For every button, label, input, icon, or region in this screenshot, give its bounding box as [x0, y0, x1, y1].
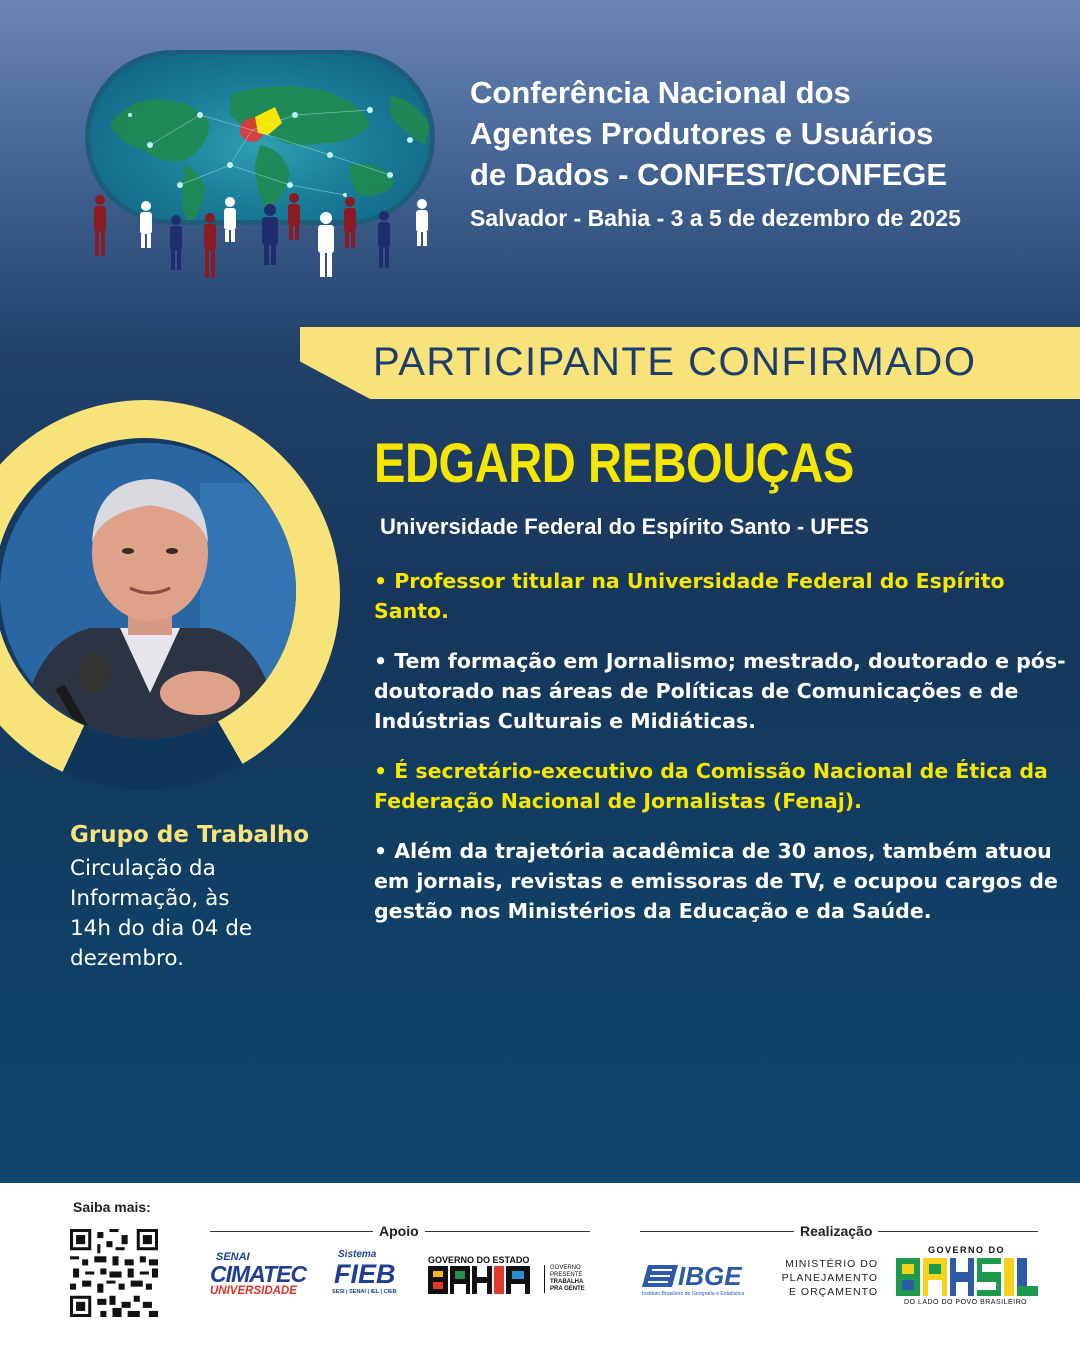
title-line: de Dados - CONFEST/CONFEGE	[470, 157, 948, 192]
confirmed-ribbon-label: PARTICIPANTE CONFIRMADO	[373, 340, 977, 384]
bio-item: • É secretário-executivo da Comissão Nacional de Ética da Federação Nacional de Jornalistas (Fenaj).	[374, 759, 1048, 813]
working-group-line: Informação, às	[70, 886, 230, 911]
bahia-wordmark	[428, 1266, 538, 1294]
ibge-logo	[642, 1261, 762, 1301]
conference-title-block	[470, 72, 1070, 232]
apoio-label: Apoio	[373, 1223, 425, 1239]
governo-brasil-logo	[894, 1245, 1044, 1313]
working-group-line: Circulação da	[70, 856, 216, 881]
bio-item: • Tem formação em Jornalismo; mestrado, doutorado e pós-doutorado nas áreas de Políticas de Comunicações e de Indústrias Culturais e Midiáticas.	[374, 649, 1066, 733]
fieb-logo	[330, 1249, 410, 1301]
fieb-top: Sistema	[338, 1249, 377, 1260]
governo-bottom: DO LADO DO POVO BRASILEIRO	[904, 1299, 1028, 1306]
ibge-main: IBGE	[678, 1261, 742, 1291]
bahia-side-line: GOVERNO	[550, 1265, 581, 1271]
working-group-details	[70, 854, 330, 974]
ibge-sub: Instituto Brasileiro de Geografia e Estatística	[642, 1291, 745, 1297]
working-group-line: dezembro.	[70, 946, 184, 971]
title-line: Agentes Produtores e Usuários	[470, 116, 934, 151]
governo-top: GOVERNO DO	[928, 1245, 1006, 1255]
ministerio-line: E ORÇAMENTO	[789, 1286, 878, 1298]
ministerio-line: PLANEJAMENTO	[781, 1272, 878, 1284]
working-group-line: 14h do dia 04 de	[70, 916, 253, 941]
bio-item: • Professor titular na Universidade Federal do Espírito Santo.	[374, 569, 1005, 623]
speaker-name: EDGARD REBOUÇAS	[374, 431, 854, 494]
senai-top: SENAI	[216, 1251, 250, 1263]
ministerio-logo	[778, 1257, 878, 1299]
speaker-institution: Universidade Federal do Espírito Santo - UFES	[380, 514, 869, 539]
bahia-side-line: PRA GENTE	[550, 1286, 585, 1292]
ibge-symbol	[642, 1265, 678, 1287]
bio-list	[374, 566, 1074, 946]
ministerio-line: MINISTÉRIO DO	[785, 1258, 878, 1270]
realizacao-label: Realização	[794, 1223, 878, 1239]
fieb-bottom: SESI | SENAI | IEL | CIEB	[332, 1289, 397, 1295]
people-silhouettes	[80, 188, 440, 283]
conference-title	[470, 72, 1070, 195]
qr-code[interactable]	[70, 1229, 158, 1317]
conference-subtitle: Salvador - Bahia - 3 a 5 de dezembro de 2025	[470, 205, 961, 231]
senai-bottom: UNIVERSIDADE	[210, 1285, 297, 1297]
speaker-photo	[0, 443, 296, 739]
bahia-side-line: PRESENTE	[550, 1272, 583, 1278]
conference-logo	[80, 48, 440, 283]
bahia-top: GOVERNO DO ESTADO	[428, 1255, 530, 1265]
saiba-mais-label: Saiba mais:	[73, 1199, 151, 1215]
footer	[0, 1183, 1080, 1350]
title-line: Conferência Nacional dos	[470, 75, 851, 110]
working-group-title: Grupo de Trabalho	[70, 822, 310, 848]
bio-item: • Além da trajetória acadêmica de 30 anos, também atuou em jornais, revistas e emissoras de TV, e ocupou cargos de gestão nos Ministérios da Educação e da Saúde.	[374, 839, 1058, 923]
fieb-main: FIEB	[334, 1259, 396, 1289]
bahia-side-text	[544, 1265, 585, 1293]
bahia-logo	[428, 1255, 588, 1297]
governo-brasil-wordmark	[896, 1258, 1038, 1296]
bahia-side-line: TRABALHA	[550, 1279, 584, 1285]
senai-cimatec-logo	[210, 1251, 310, 1301]
senai-main: CIMATEC	[210, 1261, 307, 1287]
